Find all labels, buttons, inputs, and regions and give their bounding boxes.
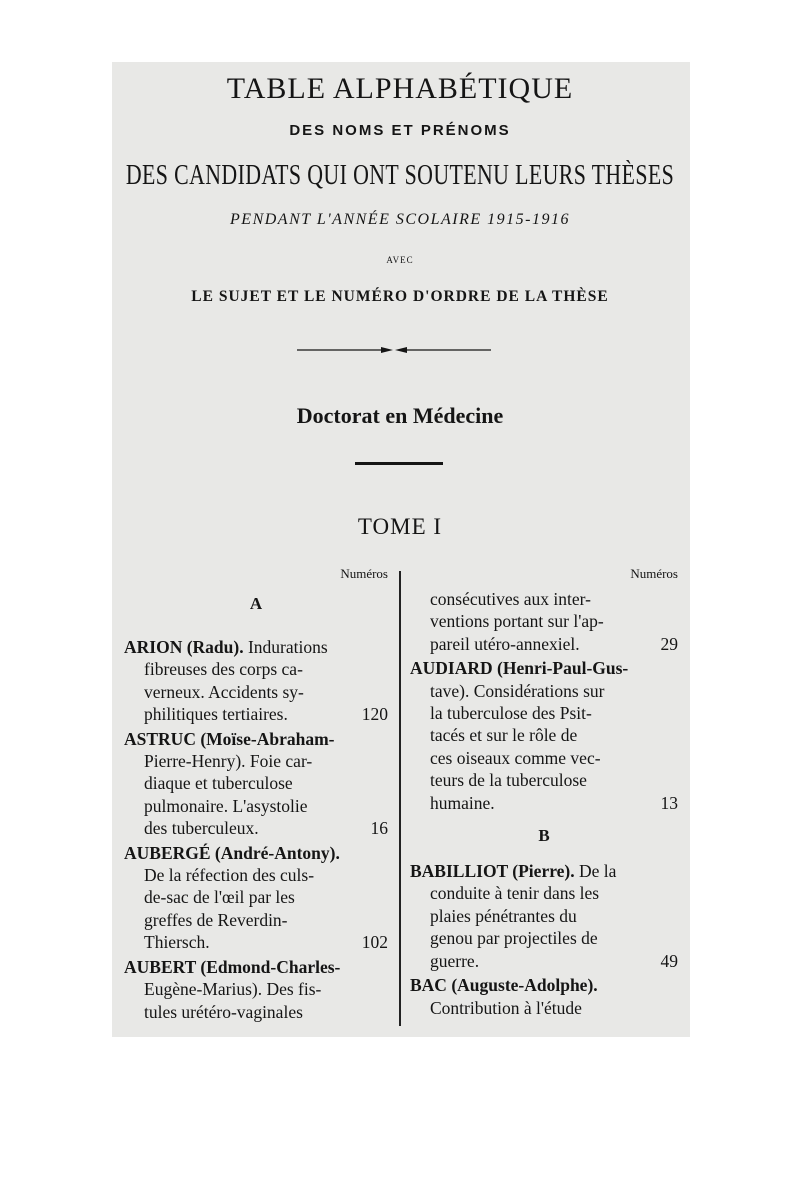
entry-line-text: des tuberculeux.: [144, 818, 259, 839]
entry-line: [410, 724, 678, 746]
entry-line-text: tave). Considérations sur: [430, 680, 605, 701]
entry-line-text: Thiersch.: [144, 932, 210, 953]
entry-line: [410, 860, 678, 882]
entry-line-last: [410, 792, 678, 814]
entry-line: [124, 909, 388, 931]
entry-line-text: tules urétéro-vaginales: [144, 1001, 303, 1022]
entry-line: [124, 795, 388, 817]
entry-line: [124, 658, 388, 680]
entry-line-last: [410, 997, 678, 1019]
left-column: [124, 566, 388, 1023]
entry-line-text: conduite à tenir dans les: [430, 883, 600, 904]
title-line-5: AVEC: [386, 255, 414, 265]
entry-line: [410, 657, 678, 679]
entry-line: [124, 728, 388, 750]
entry-line: [410, 927, 678, 949]
entry-line-text: de-sac de l'œil par les: [144, 887, 295, 908]
entry-name: BAC (Auguste-Adolphe).: [410, 975, 598, 996]
entry-line-text: philitiques tertiaires.: [144, 704, 288, 725]
entry-line-text: pareil utéro-annexiel.: [430, 633, 580, 654]
tome-heading: TOME I: [357, 514, 443, 539]
entry-name: AUBERGÉ (André-Antony).: [124, 842, 340, 863]
entry-line-text: teurs de la tuberculose: [430, 770, 587, 791]
letter-heading-b: B: [538, 826, 550, 846]
entry-line: [124, 681, 388, 703]
entry-line: [410, 769, 678, 791]
entry-line: [124, 886, 388, 908]
entry: [410, 860, 678, 972]
column-divider: [399, 571, 401, 1026]
title-line-2: DES NOMS ET PRÉNOMS: [289, 122, 511, 139]
entry-line-last: [124, 1001, 388, 1023]
entry-line-last: [410, 950, 678, 972]
entry-line: [124, 978, 388, 1000]
right-entries-a: [410, 657, 678, 814]
entry-name: AUDIARD (Henri-Paul-Gus-: [410, 658, 629, 679]
entry-line: [124, 864, 388, 886]
title-line-4: PENDANT L'ANNÉE SCOLAIRE 1915-1916: [230, 211, 570, 228]
entry-line: [410, 882, 678, 904]
entry-line-last: [124, 703, 388, 725]
entry-line: [410, 747, 678, 769]
right-entries-b: [410, 860, 678, 1019]
letter-heading-a: A: [249, 594, 263, 613]
entry-line: [410, 974, 678, 996]
entry-line-text: Pierre-Henry). Foie car-: [144, 751, 313, 772]
entry-name: ARION (Radu).: [124, 637, 244, 657]
entry-line-text: humaine.: [430, 792, 495, 813]
entry-name: ASTRUC (Moïse-Abraham-: [124, 728, 335, 749]
entry: [124, 728, 388, 840]
entry-line-text: fibreuses des corps ca-: [144, 659, 303, 680]
entry: [410, 974, 678, 1019]
entry-line: [410, 680, 678, 702]
entry-line: [410, 702, 678, 724]
entry-line-text: plaies pénétrantes du: [430, 905, 577, 926]
entry-line: [124, 842, 388, 864]
entry-line: ventions portant sur l'ap-: [430, 611, 604, 632]
entry-line-text: genou par projectiles de: [430, 928, 598, 949]
entry-line-text: pulmonaire. L'asystolie: [144, 795, 308, 816]
numeros-header-left: Numéros: [340, 566, 388, 581]
entry-line-text: Contribution à l'étude: [430, 997, 582, 1018]
title-line-1: TABLE ALPHABÉTIQUE: [226, 72, 574, 105]
entry-line-text: ces oiseaux comme vec-: [430, 747, 601, 768]
entry-line-text: guerre.: [430, 950, 480, 971]
entry-number: 16: [370, 818, 388, 839]
entry-number: 49: [660, 950, 678, 971]
entry-line-text: tacés et sur le rôle de: [430, 725, 578, 746]
entry-line-text: verneux. Accidents sy-: [144, 681, 304, 702]
entry-number: 102: [361, 932, 388, 953]
entry: [124, 956, 388, 1023]
numeros-header-right: Numéros: [630, 566, 678, 581]
entry: [124, 636, 388, 726]
entry-line: [124, 636, 388, 658]
entry-name: AUBERT (Edmond-Charles-: [124, 956, 341, 977]
entry-line: consécutives aux inter-: [430, 589, 591, 609]
entry: [124, 842, 388, 954]
entry-line-text: De la: [579, 861, 617, 882]
right-column: [410, 566, 678, 1019]
section-rule: [355, 462, 443, 465]
continuation-entry: [410, 588, 678, 655]
entry-line: [124, 772, 388, 794]
entry-line-last: [410, 633, 678, 655]
left-entries: [124, 636, 388, 1023]
entry-name: BABILLIOT (Pierre).: [410, 861, 575, 882]
entry-number: 13: [660, 792, 678, 813]
title-line-3: DES CANDIDATS QUI ONT SOUTENU LEURS THÈSES: [125, 160, 675, 191]
entry-number: 120: [361, 704, 388, 725]
entry-line-text: diaque et tuberculose: [144, 773, 293, 794]
entry-line-text: greffes de Reverdin-: [144, 909, 288, 930]
entry-line-text: De la réfection des culs-: [144, 865, 315, 886]
ornament-divider-icon: [297, 343, 491, 357]
entry-line: [124, 750, 388, 772]
title-line-6: LE SUJET ET LE NUMÉRO D'ORDRE DE LA THÈSE: [191, 288, 609, 305]
entry-line-last: [124, 931, 388, 953]
section-title: Doctorat en Médecine: [296, 403, 504, 428]
entry-line-last: [124, 817, 388, 839]
entry-line: [410, 905, 678, 927]
entry-line-text: la tuberculose des Psit-: [430, 703, 592, 724]
entry-line-text: Indurations: [247, 637, 328, 657]
entry-line-text: Eugène-Marius). Des fis-: [144, 979, 322, 1000]
entry: [410, 657, 678, 814]
entry-number: 29: [660, 633, 678, 654]
entry-line: [124, 956, 388, 978]
